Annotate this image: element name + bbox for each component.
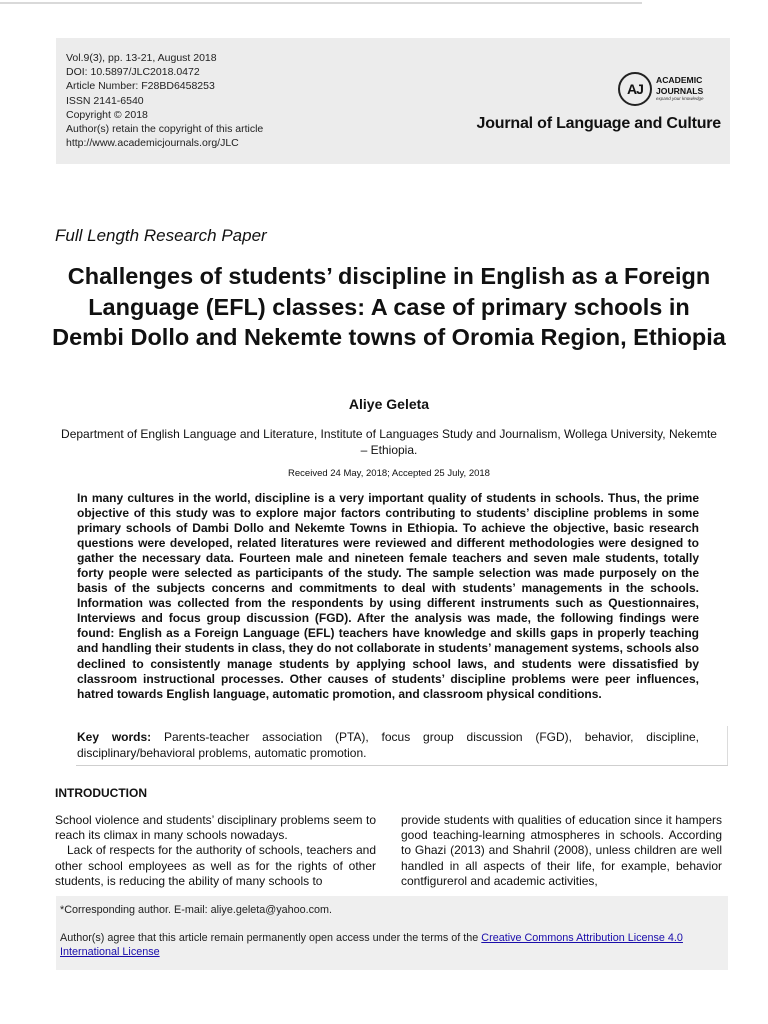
author-name: Aliye Geleta xyxy=(348,396,430,412)
top-divider xyxy=(0,2,642,4)
meta-volume: Vol.9(3), pp. 13-21, August 2018 xyxy=(66,52,217,64)
license-text: Author(s) agree that this article remain permanently open access under the terms of the xyxy=(60,932,482,944)
keywords-side-rule xyxy=(727,726,728,766)
abstract: In many cultures in the world, discipline is a very important quality of students in schools. Thus, the prime objective of this study was to explore major factors contributing to students’ discipline problems in some primary schools of Dambi Dollo and Nekemte Towns in Ethiopia. To achieve the objective, basic research questions were developed, related literatures were reviewed and different methodologies were designed to gather the necessary data. Fourteen male and nineteen female teachers and seven male students, totally forty people were selected as participants of the study. The sample selection was made purposely on the basis of the subjects concerns and commitments to deal with students’ managements in the schools. Information was collected from the respondents by using different instruments such as Questionnaires, Interviews and focus group discussion (FGD). After the analysis was made, the following findings were found: English as a Foreign Language (EFL) teachers have knowledge and skills gaps in properly teaching and handling their students in class, they do not collaborate in students’ management systems, schools also declined to consistently manage students by applying school laws, and students were dissatisfied by classroom instructional processes. Other causes of students’ discipline problems were peer influences, hatred towards English language, automatic promotion, and classroom physical conditions. xyxy=(77,491,699,701)
introduction-heading: INTRODUCTION xyxy=(55,786,147,800)
keywords-label: Key words: xyxy=(77,730,152,744)
introduction-right-column xyxy=(401,813,722,889)
logo-line-1: ACADEMIC xyxy=(656,75,703,85)
license-note xyxy=(60,931,725,959)
meta-article-number: Article Number: F28BD6458253 xyxy=(66,80,215,93)
logo-wordmark xyxy=(656,75,703,96)
meta-copyright: Copyright © 2018 xyxy=(66,108,148,121)
keywords xyxy=(77,730,699,761)
introduction-left-column xyxy=(55,813,376,889)
logo-line-2: JOURNALS xyxy=(656,85,704,96)
meta-doi: DOI: 10.5897/JLC2018.0472 xyxy=(66,66,200,79)
received-accepted-dates: Received 24 May, 2018; Accepted 25 July, 2018 xyxy=(288,468,490,479)
intro-paragraph-2: Lack of respects for the authority of schools, teachers and other school employees as well as for the rights of other students, is reducing the ability of many schools to xyxy=(55,843,376,888)
journal-name: Journal of Language and Culture xyxy=(476,115,721,132)
footnote-box xyxy=(56,896,728,970)
academic-journals-logo xyxy=(618,72,728,112)
logo-tagline: expand your knowledge xyxy=(656,96,704,101)
journal-header xyxy=(56,38,730,164)
corresponding-author-note: *Corresponding author. E-mail: aliye.geleta@yahoo.com. xyxy=(60,904,333,916)
intro-paragraph-1: School violence and students’ disciplinary problems seem to reach its climax in many schools nowadays. xyxy=(55,813,376,843)
keywords-text: Parents-teacher association (PTA), focus group discussion (FGD), behavior, discipline, disciplinary/behavioral problems, automatic promotion. xyxy=(77,730,700,760)
keywords-divider xyxy=(76,765,728,766)
meta-issn: ISSN 2141-6540 xyxy=(66,94,144,107)
meta-copyright-note: Author(s) retain the copyright of this article xyxy=(66,123,264,136)
paper-title: Challenges of students’ discipline in English as a Foreign Language (EFL) classes: A case of primary schools in Dembi Dollo and Nekemte towns of Oromia Region, Ethiopia xyxy=(52,263,726,350)
paper-type: Full Length Research Paper xyxy=(55,226,267,245)
author-affiliation: Department of English Language and Literature, Institute of Languages Study and Journalism, Wollega University, Nekemte – Ethiopia. xyxy=(61,427,717,457)
meta-url[interactable]: http://www.academicjournals.org/JLC xyxy=(66,137,239,150)
license-link[interactable]: Creative Commons Attribution License 4.0 International License xyxy=(60,932,683,958)
logo-mark: AJ xyxy=(618,72,652,106)
intro-paragraph-3: provide students with qualities of education since it hampers good teaching-learning atmospheres in schools. According to Ghazi (2013) and Shahril (2008), unless children are well handled in all aspects of their life, for example, behavior contfigurerol and academic activities, xyxy=(401,813,722,888)
article-metadata xyxy=(66,51,263,150)
